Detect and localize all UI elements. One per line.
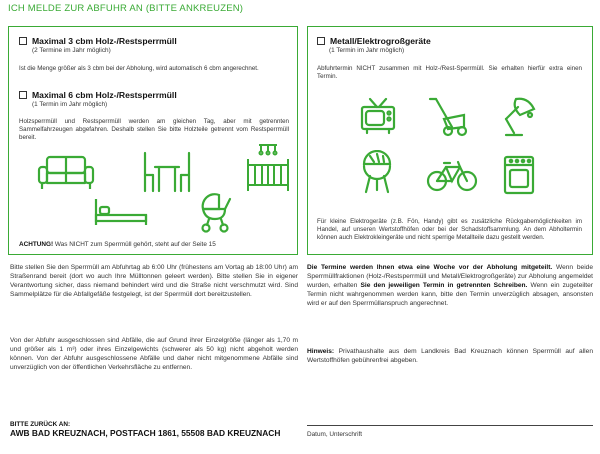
sofa-icon: [37, 155, 95, 191]
body-left-p2: Von der Abfuhr ausgeschlossen sind Abfälle, die auf Grund ihrer Einzelgröße (länger als 1,70 m und größer als 1 m³) oder ihres Einzelgewichts (schwerer als 50 kg) nicht abgeholt werden können. Von der Abfuhr ausgeschlossene Abfälle und daher nicht mitgenommene Abfälle sind unverzüglich von der öffentlichen Verkehrsfläche zu entfernen.: [10, 337, 298, 371]
table-chairs-icon: [141, 151, 193, 193]
furniture-box: [8, 26, 298, 255]
termine-text-b: Wenn ein zugeteilter Termin nicht wahrgenommen werden kann, bitte den Termin unverzüglich absagen, ansonsten wird er auf den Sperrmüllanspruch angerechnet.: [307, 281, 594, 307]
option-3cbm-sub: (2 Termine im Jahr möglich): [32, 47, 111, 54]
checkbox-3cbm[interactable]: [19, 37, 27, 45]
option-3cbm[interactable]: [19, 36, 177, 46]
form-header: ICH MELDE ZUR ABFUHR AN (BITTE ANKREUZEN): [8, 3, 244, 14]
option-6cbm-label: Maximal 6 cbm Holz-/Restsperrmüll: [32, 90, 177, 100]
lamp-icon: [498, 95, 538, 139]
note-6cbm: Holzsperrmüll und Restsperrmüll werden am gleichen Tag, aber mit getrennten Sammelfahrzeugen abgefahren. Deshalb stellen Sie bitte Holzteile getrennt vom Restsperrmüll bereit.: [19, 118, 289, 142]
option-3cbm-label: Maximal 3 cbm Holz-/Restsperrmüll: [32, 36, 177, 46]
option-metal-sub: (1 Termin im Jahr möglich): [329, 47, 405, 54]
option-metal-label: Metall/Elektrogroßgeräte: [330, 36, 431, 46]
stroller-icon: [197, 191, 233, 233]
signature-line[interactable]: [307, 425, 593, 426]
option-metal[interactable]: [317, 36, 431, 46]
hinweis-label: Hinweis:: [307, 348, 335, 355]
body-left-p1: Bitte stellen Sie den Sperrmüll am Abfuhrtag ab 6:00 Uhr (frühestens am Vortag ab 18:00 Uhr) am Straßenrand bereit (dort wo auch Ihre Mülltonnen geleert werden). Bitte stellen Sie in eigener Verantwortung sicher, dass niemand behindert wird und die Straße nicht verschmutzt wird. Sind Sammelplätze für die Abfallgefäße festgelegt, ist der Sperrmüll dort bereitzustellen.: [10, 264, 298, 298]
return-label: BITTE ZURÜCK AN:: [10, 421, 71, 428]
stove-icon: [503, 155, 535, 195]
return-address: AWB BAD KREUZNACH, POSTFACH 1861, 55508 BAD KREUZNACH: [10, 428, 281, 438]
grill-icon: [360, 150, 394, 194]
checkbox-6cbm[interactable]: [19, 91, 27, 99]
hinweis-text: Privathaushalte aus dem Landkreis Bad Kreuznach können Sperrmüll auf allen Wertstoffhöfen gebührenfrei abgeben.: [307, 348, 593, 364]
body-right-p1: [307, 264, 593, 309]
checkbox-metal[interactable]: [317, 37, 325, 45]
tv-icon: [360, 97, 396, 135]
note-3cbm: Ist die Menge größer als 3 cbm bei der Abholung, wird automatisch 6 cbm angerechnet.: [19, 65, 259, 72]
termine-bold: Die Termine werden Ihnen etwa eine Woche vor der Abholung mitgeteilt.: [307, 264, 553, 271]
achtung-label: ACHTUNG!: [19, 241, 54, 248]
option-6cbm-sub: (1 Termin im Jahr möglich): [32, 101, 108, 108]
termine-text-a: Wenn beide Sperrmüllfraktionen (Holz-/Restsperrmüll und Metall/Elektrogroßgeräte) zur Abholung angemeldet wurden, erhalten: [307, 264, 593, 289]
crib-icon: [245, 143, 291, 193]
note-small-electro: Für kleine Elektrogeräte (z.B. Fön, Handy) gibt es zusätzliche Rückgabemöglichkeiten im Handel, auf unseren Wertstoffhöfen oder bei der Schadstoffsammlung. An dem Abholtermin können auch Elektrokleingeräte und nicht sperrige Metallteile dazu gestellt werden.: [317, 218, 582, 242]
option-6cbm[interactable]: [19, 90, 177, 100]
body-right-p2: [307, 348, 593, 366]
signature-label: Datum, Unterschrift: [307, 431, 363, 438]
bicycle-icon: [426, 159, 478, 193]
lawn-mower-icon: [428, 97, 470, 139]
metal-electro-box: [307, 26, 593, 255]
note-metal: Abfuhrtermin NICHT zusammen mit Holz-/Rest-Sperrmüll. Sie erhalten hierfür extra einen Termin.: [317, 65, 582, 81]
bed-icon: [93, 197, 149, 227]
achtung-note: [19, 241, 216, 248]
termine-bold2: Sie den jeweiligen Termin in getrennten Schreiben.: [360, 281, 528, 289]
achtung-text: Was NICHT zum Sperrmüll gehört, steht auf der Seite 15: [53, 241, 216, 248]
